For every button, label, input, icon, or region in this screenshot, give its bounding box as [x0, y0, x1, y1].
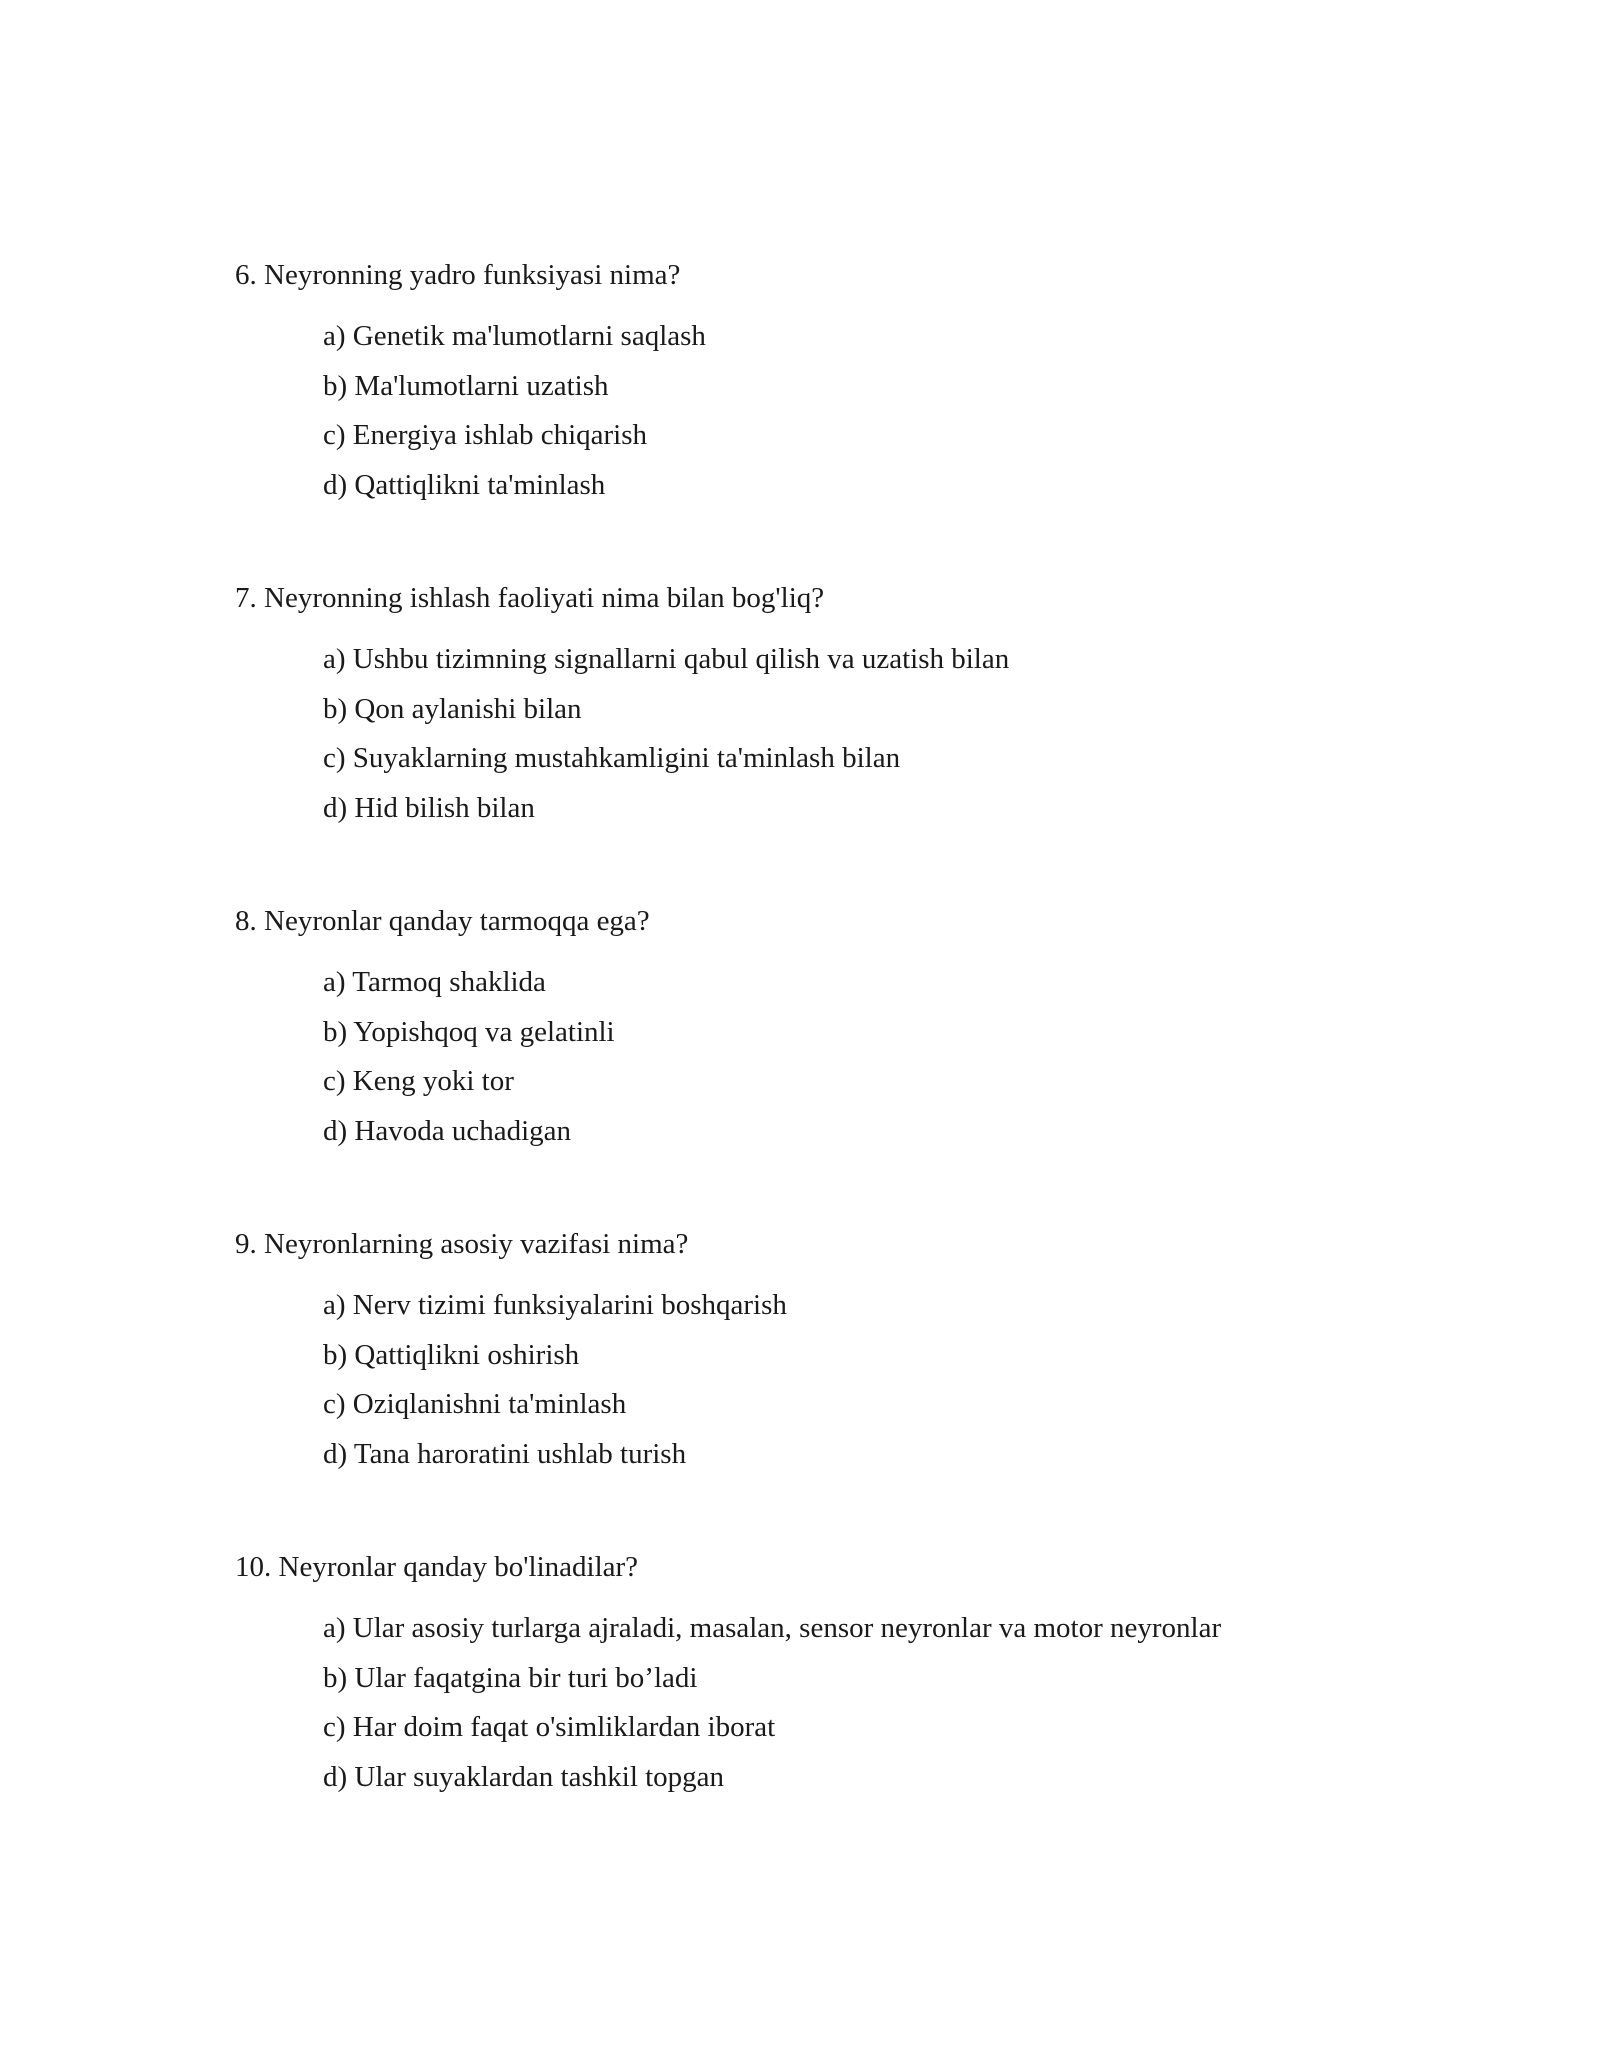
question-text: 9. Neyronlarning asosiy vazifasi nima? [235, 1228, 689, 1260]
option-c: c) Keng yoki tor [323, 1065, 514, 1097]
question-text: 8. Neyronlar qanday tarmoqqa ega? [235, 905, 650, 937]
option-a: a) Nerv tizimi funksiyalarini boshqarish [323, 1289, 787, 1321]
option-c: c) Oziqlanishni ta'minlash [323, 1388, 627, 1420]
question-7 [235, 578, 1435, 833]
option-d: d) Hid bilish bilan [323, 791, 535, 824]
question-10 [235, 1547, 1435, 1802]
option-d: d) Havoda uchadigan [323, 1114, 572, 1147]
option-a: a) Tarmoq shaklida [323, 966, 546, 998]
answer-options [235, 635, 1435, 833]
option-d: d) Tana haroratini ushlab turish [323, 1437, 687, 1470]
answer-options [235, 1281, 1435, 1479]
question-text: 10. Neyronlar qanday bo'linadilar? [235, 1551, 639, 1583]
option-b: b) Ular faqatgina bir turi bo’ladi [323, 1661, 698, 1694]
option-b: b) Qattiqlikni oshirish [323, 1338, 580, 1371]
question-text: 7. Neyronning ishlash faoliyati nima bilan bog'liq? [235, 582, 825, 614]
question-text: 6. Neyronning yadro funksiyasi nima? [235, 259, 681, 291]
question-9 [235, 1224, 1435, 1479]
option-a: a) Ular asosiy turlarga ajraladi, masalan, sensor neyronlar va motor neyronlar [323, 1612, 1222, 1644]
question-8 [235, 901, 1435, 1156]
option-d: d) Ular suyaklardan tashkil topgan [323, 1760, 725, 1793]
option-b: b) Ma'lumotlarni uzatish [323, 369, 609, 402]
option-a: a) Ushbu tizimning signallarni qabul qilish va uzatish bilan [323, 643, 1010, 675]
option-c: c) Suyaklarning mustahkamligini ta'minlash bilan [323, 742, 901, 774]
answer-options [235, 958, 1435, 1156]
option-a: a) Genetik ma'lumotlarni saqlash [323, 320, 706, 352]
option-b: b) Qon aylanishi bilan [323, 692, 582, 725]
option-b: b) Yopishqoq va gelatinli [323, 1015, 615, 1048]
question-6 [235, 255, 1435, 510]
answer-options [235, 312, 1435, 510]
option-d: d) Qattiqlikni ta'minlash [323, 468, 606, 501]
answer-options [235, 1604, 1435, 1802]
option-c: c) Energiya ishlab chiqarish [323, 419, 647, 451]
option-c: c) Har doim faqat o'simliklardan iborat [323, 1711, 776, 1743]
